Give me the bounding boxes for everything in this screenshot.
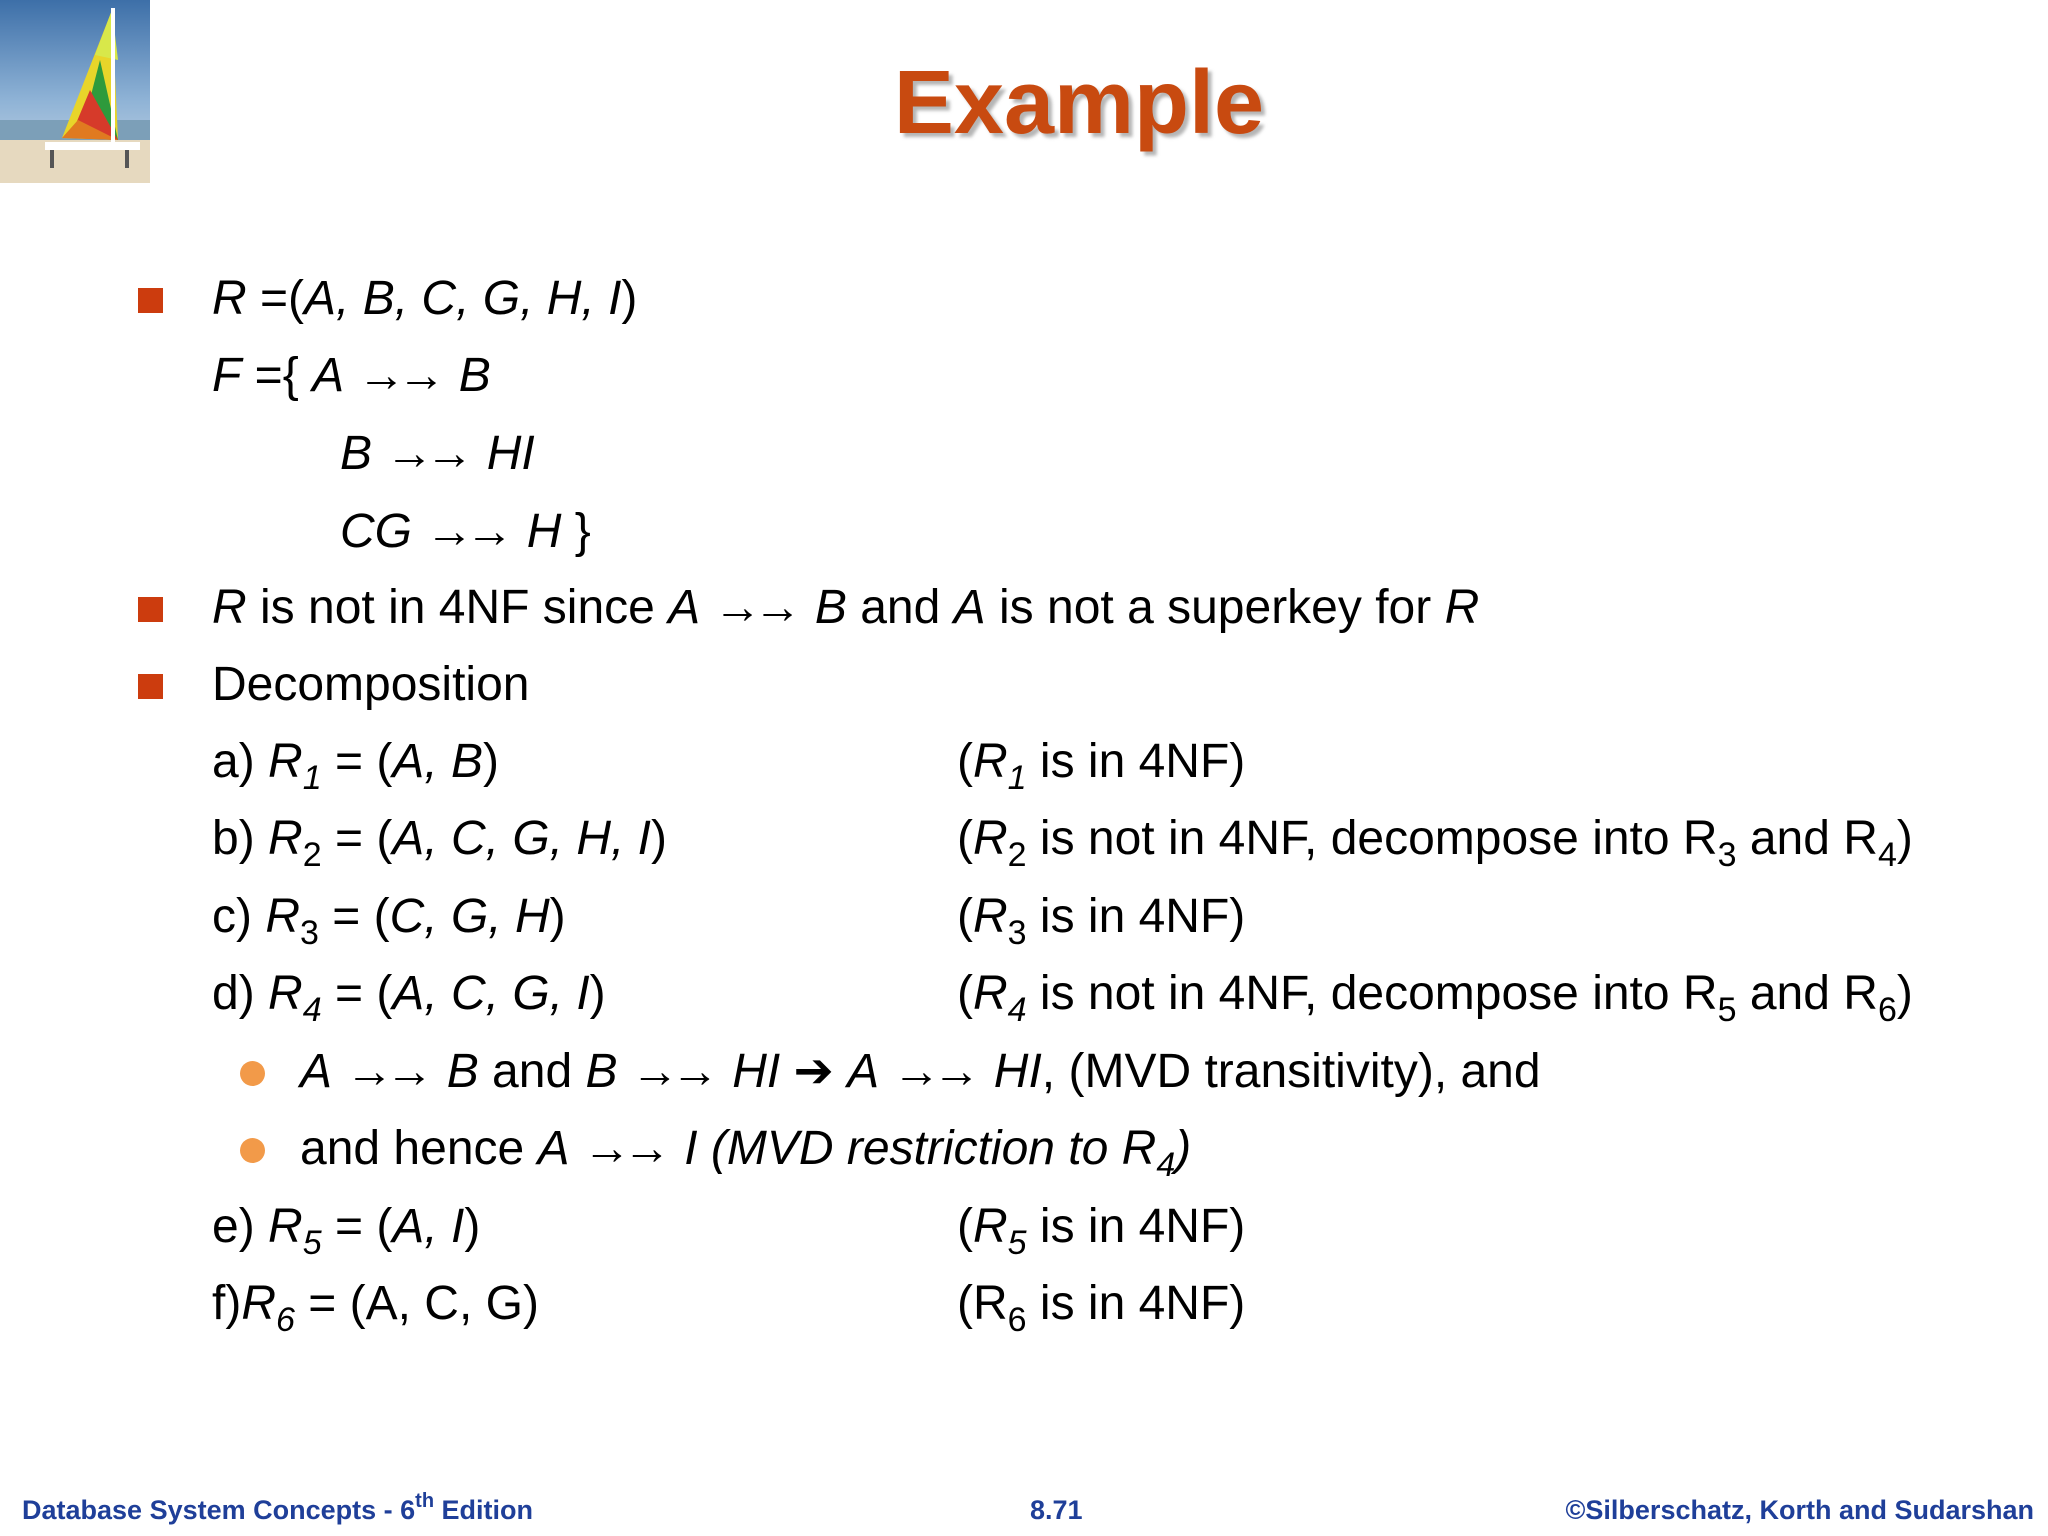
decomposition-row-a: a) $R_1 = (A$, B) bbox=[212, 735, 499, 797]
decomposition-note-f: ($R_6$ is in 4NF) bbox=[957, 1277, 1246, 1339]
decomposition-note-d: ($R_4$ is not in 4NF, decompose into $R_5$ and $R_6$) bbox=[957, 967, 1913, 1029]
decomposition-note-b: ($R_2$ is not in 4NF, decompose into $R_3$ and $R_4$) bbox=[957, 812, 1913, 874]
decomposition-row-f: $f)R_6 = (A$, C, G) bbox=[212, 1277, 539, 1339]
double-arrow-icon: →→ bbox=[892, 1045, 973, 1098]
implies-arrow-icon: ➔ bbox=[793, 1045, 834, 1098]
footer-copyright: ©Silberschatz, Korth and Sudarshan bbox=[1565, 1495, 2034, 1525]
round-bullet-icon bbox=[240, 1061, 265, 1086]
mvd-line-1: F ={ A →→ B bbox=[212, 349, 491, 402]
square-bullet-icon bbox=[138, 288, 163, 313]
double-arrow-icon: →→ bbox=[425, 505, 506, 558]
footer-book-title: Database System Concepts - 6th Edition bbox=[22, 1490, 534, 1525]
double-arrow-icon: →→ bbox=[582, 1122, 663, 1175]
mvd-line-2: B →→ HI bbox=[340, 427, 535, 480]
decomposition-note-e: ($R_5$ is in 4NF) bbox=[957, 1200, 1246, 1262]
double-arrow-icon: →→ bbox=[713, 581, 794, 634]
transitivity-line: A →→ B and B →→ HI ➔ A →→ HI, (MVD transitivity), and bbox=[300, 1045, 1541, 1098]
restriction-line: and hence A →→ I (MVD restriction to $R_4$) bbox=[300, 1122, 1192, 1184]
square-bullet-icon bbox=[138, 674, 163, 699]
schema-relation-line: R =(A, B, C, G, H, I) bbox=[212, 272, 638, 325]
double-arrow-icon: →→ bbox=[345, 1045, 426, 1098]
reason-line: R is not in 4NF since A →→ B and A is not a superkey for R bbox=[212, 581, 1480, 634]
decomposition-row-d: d) $R_4 = (A$, C, G, I) bbox=[212, 967, 606, 1029]
mvd-line-3: CG →→ H } bbox=[340, 505, 591, 558]
double-arrow-icon: →→ bbox=[630, 1045, 711, 1098]
square-bullet-icon bbox=[138, 597, 163, 622]
decomposition-row-b: b) $R_2 = (A$, C, G, H, I) bbox=[212, 812, 667, 874]
decomposition-note-a: ($R_1$ is in 4NF) bbox=[957, 735, 1246, 797]
decomposition-note-c: ($R_3$ is in 4NF) bbox=[957, 890, 1246, 952]
decomposition-row-c: c) $R_3 = (C$, G, H) bbox=[212, 890, 566, 952]
round-bullet-icon bbox=[240, 1138, 265, 1163]
page-title: Example bbox=[893, 53, 1265, 153]
double-arrow-icon: →→ bbox=[385, 427, 466, 480]
decomposition-row-e: e) $R_5 = (A$, I) bbox=[212, 1200, 481, 1262]
footer-page-number: 8.71 bbox=[1030, 1495, 1083, 1525]
decomposition-heading: Decomposition bbox=[212, 658, 530, 711]
double-arrow-icon: →→ bbox=[357, 349, 438, 402]
